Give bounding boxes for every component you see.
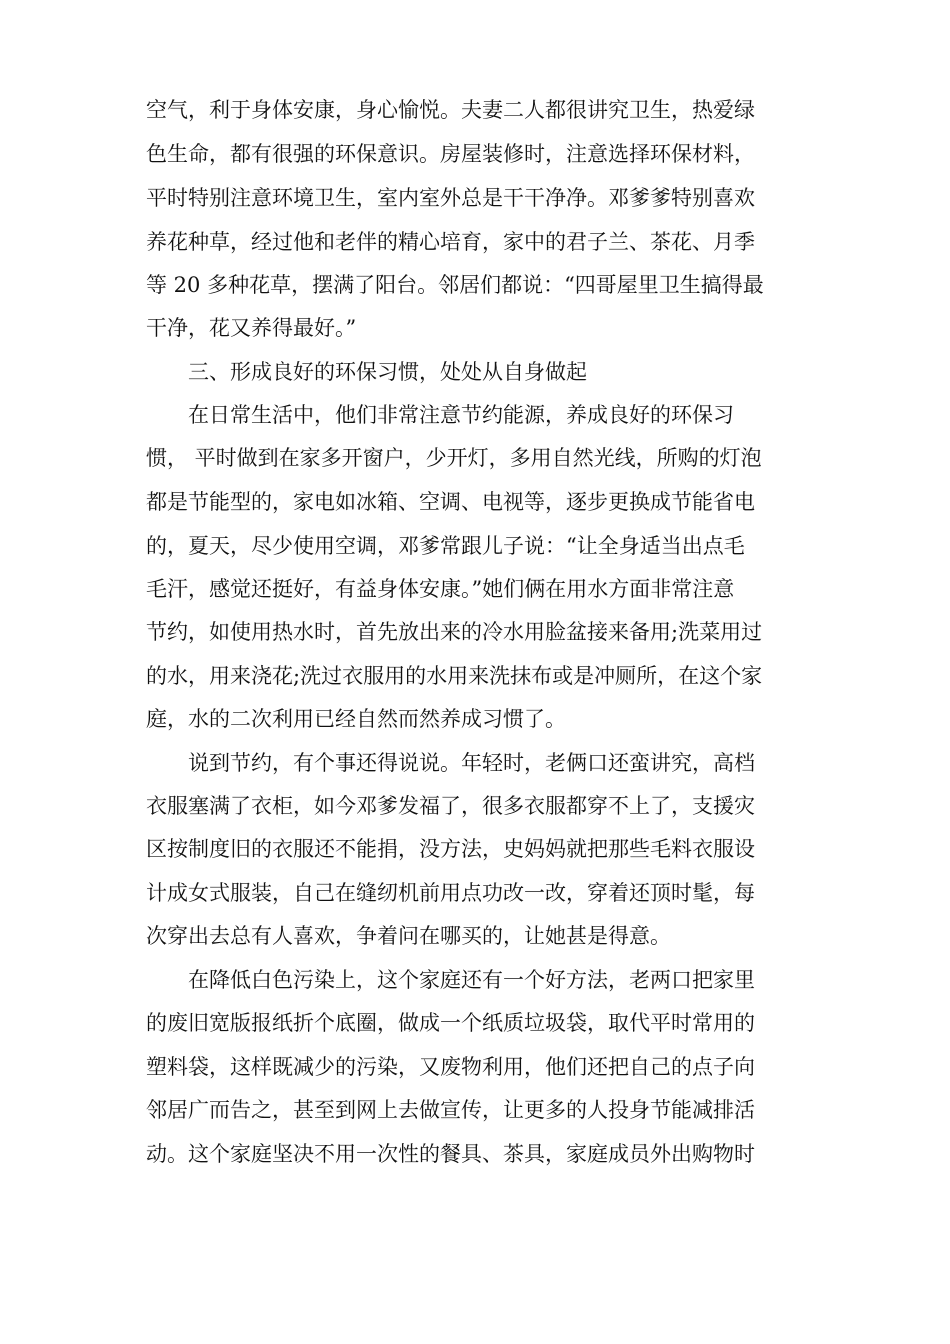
text-line: 动。这个家庭坚决不用一次性的餐具、茶具，家庭成员外出购物时 bbox=[146, 1142, 755, 1166]
text-line: 塑料袋，这样既减少的污染，又废物利用，他们还把自己的点子向 bbox=[146, 1055, 755, 1079]
text-line: 的水，用来浇花;洗过衣服用的水用来洗抹布或是冲厕所，在这个家 bbox=[146, 664, 763, 688]
text-line: 在降低白色污染上，这个家庭还有一个好方法，老两口把家里 bbox=[188, 968, 755, 992]
text-line: 邻居广而告之，甚至到网上去做宣传，让更多的人投身节能减排活 bbox=[146, 1098, 755, 1122]
text-line: 都是节能型的，家电如冰箱、空调、电视等，逐步更换成节能省电 bbox=[146, 490, 755, 514]
text-line: 惯， 平时做到在家多开窗户，少开灯，多用自然光线，所购的灯泡 bbox=[146, 446, 762, 470]
text-line: 的，夏天，尽少使用空调，邓爹常跟儿子说：“让全身适当出点毛 bbox=[146, 534, 745, 558]
text-line: 节约，如使用热水时，首先放出来的冷水用脸盆接来备用;洗菜用过 bbox=[146, 620, 763, 644]
text-line: 色生命，都有很强的环保意识。房屋装修时，注意选择环保材料， bbox=[146, 142, 755, 166]
text-line: 衣服塞满了衣柜，如今邓爹发福了，很多衣服都穿不上了，支援灾 bbox=[146, 794, 755, 818]
text-line: 庭，水的二次利用已经自然而然养成习惯了。 bbox=[146, 707, 566, 731]
text-line: 在日常生活中，他们非常注意节约能源，养成良好的环保习 bbox=[188, 403, 734, 427]
text-line: 平时特别注意环境卫生，室内室外总是干干净净。邓爹爹特别喜欢 bbox=[146, 186, 755, 210]
text-line: 计成女式服装，自己在缝纫机前用点功改一改，穿着还顶时髦，每 bbox=[146, 881, 755, 905]
text-line: 干净，花又养得最好。” bbox=[146, 316, 357, 340]
text-line: 等 20 多种花草，摆满了阳台。邻居们都说：“四哥屋里卫生搞得最 bbox=[146, 273, 764, 297]
text-line: 养花种草，经过他和老伴的精心培育，家中的君子兰、茶花、月季 bbox=[146, 230, 755, 254]
text-line: 的废旧宽版报纸折个底圈，做成一个纸质垃圾袋，取代平时常用的 bbox=[146, 1011, 755, 1035]
text-line: 区按制度旧的衣服还不能捐，没方法，史妈妈就把那些毛料衣服设 bbox=[146, 837, 755, 861]
text-line: 空气，利于身体安康，身心愉悦。夫妻二人都很讲究卫生，热爱绿 bbox=[146, 98, 755, 122]
text-line: 说到节约，有个事还得说说。年轻时，老俩口还蛮讲究，高档 bbox=[188, 751, 755, 775]
text-line: 次穿出去总有人喜欢，争着问在哪买的，让她甚是得意。 bbox=[146, 924, 671, 948]
text-line: 毛汗，感觉还挺好，有益身体安康。”她们俩在用水方面非常注意 bbox=[146, 577, 735, 601]
section-heading: 三、形成良好的环保习惯，处处从自身做起 bbox=[188, 360, 587, 384]
